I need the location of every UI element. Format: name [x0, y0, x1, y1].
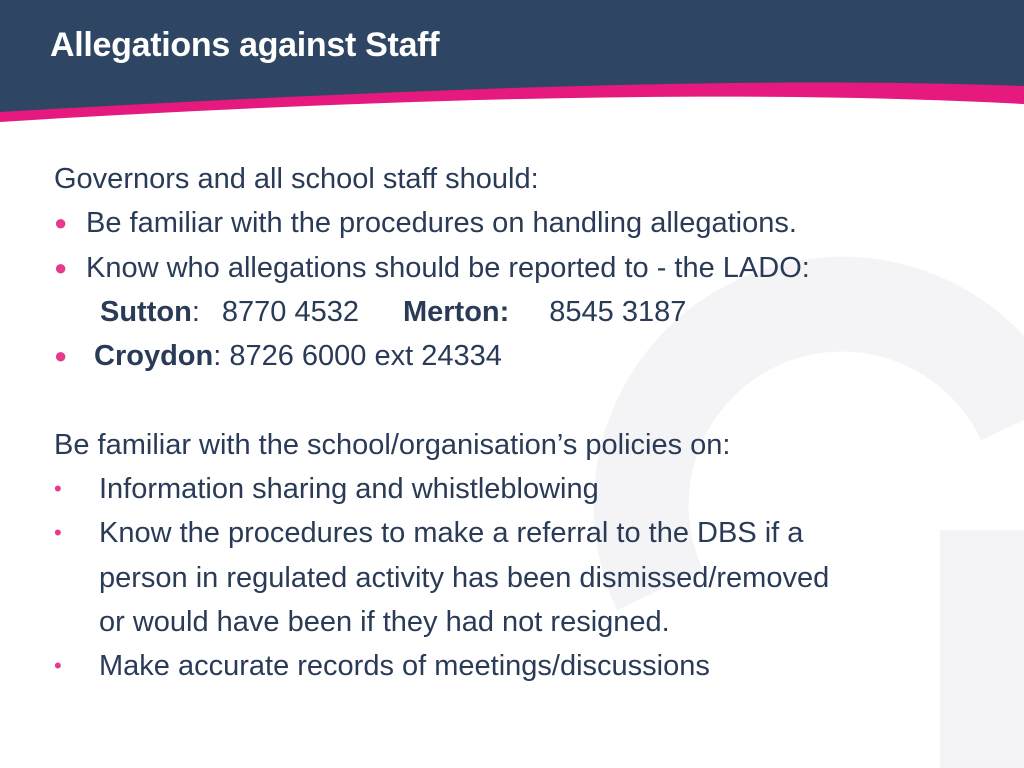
bullet-text: Information sharing and whistleblowing	[99, 473, 599, 506]
section1-intro: Governors and all school staff should:	[54, 163, 539, 195]
bullet-dot-icon: •	[54, 520, 62, 546]
croydon-label: Croydon	[94, 340, 214, 373]
bullet-dot-icon: ●	[54, 343, 68, 369]
merton-number: 8545 3187	[549, 295, 687, 328]
page-title: Allegations against Staff	[50, 26, 440, 64]
bullet-item: ● Croydon: 8726 6000 ext 24334	[54, 334, 994, 378]
sutton-number: 8770 4532	[221, 295, 359, 328]
sutton-label: Sutton	[100, 295, 192, 328]
lado-contacts-row: Sutton: 8770 4532 Merton: 8545 3187	[54, 290, 994, 334]
section2-intro: Be familiar with the school/organisation’s policies on:	[54, 428, 731, 461]
croydon-number: 8726 6000 ext 24334	[229, 340, 502, 373]
bullet-text: Know the procedures to make a referral to the DBS if a	[99, 517, 804, 550]
bullet-text: Make accurate records of meetings/discussions	[99, 650, 710, 683]
bullet-continuation: person in regulated activity has been dismissed/removed	[99, 561, 830, 594]
merton-label: Merton:	[402, 295, 510, 328]
bullet-dot-icon: ●	[54, 254, 68, 280]
slide-content	[54, 157, 994, 689]
bullet-dot-icon: •	[54, 653, 62, 679]
bullet-continuation: or would have been if they had not resigned.	[99, 605, 670, 638]
bullet-item	[54, 246, 994, 290]
bullet-text: Be familiar with the procedures on handling allegations.	[86, 207, 797, 240]
bullet-text: Know who allegations should be reported to - the LADO:	[86, 251, 810, 284]
header-banner	[0, 0, 1024, 160]
bullet-dot-icon: ●	[54, 210, 68, 236]
bullet-dot-icon: •	[54, 476, 62, 502]
bullet-item	[54, 201, 994, 245]
bullet-item	[54, 511, 994, 555]
bullet-item	[54, 467, 994, 511]
bullet-item	[54, 644, 994, 688]
